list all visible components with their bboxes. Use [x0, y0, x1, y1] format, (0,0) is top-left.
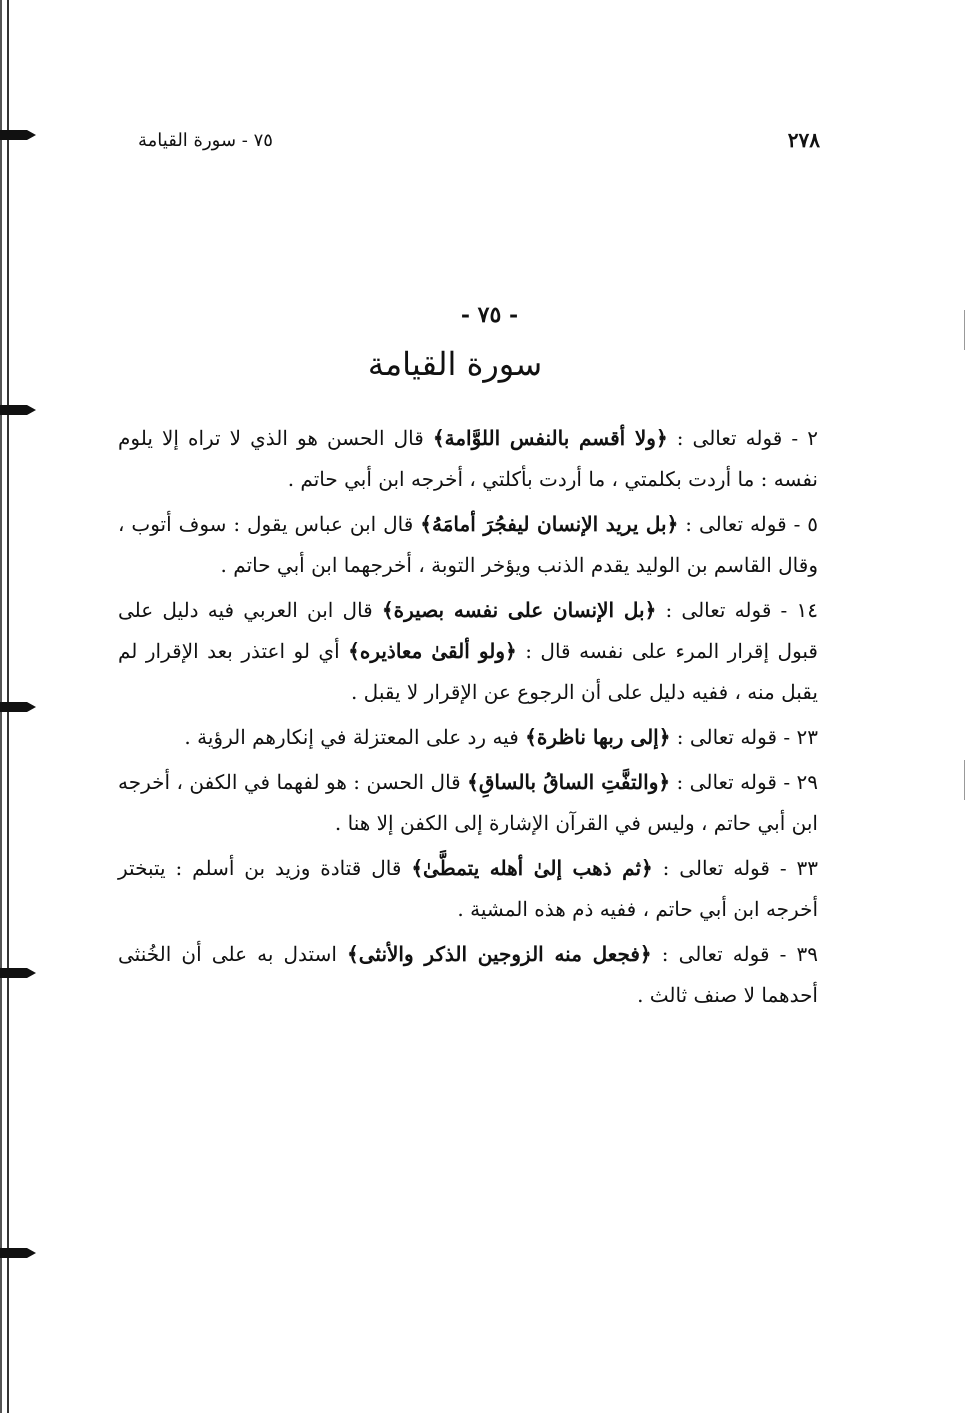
entry-text-2: أي لو اعتذر بعد الإقرار لم يقبل منه ، ففيه دليل على أن الرجوع عن الإقرار لا يقبل .: [118, 639, 818, 704]
scan-margin-mark: [0, 1248, 36, 1258]
entry-intro: ٣٩ - قوله تعالى :: [651, 942, 818, 966]
quran-quote: ﴿ولا أقسم بالنفس اللوَّامة﴾: [432, 426, 668, 450]
entry-text: فيه رد على المعتزلة في إنكارهم الرؤية .: [184, 725, 526, 749]
entry-verse-29: [118, 762, 818, 844]
entry-verse-33: [118, 848, 818, 930]
chapter-title: سورة القيامة: [367, 345, 543, 383]
entry-intro: ٥ - قوله تعالى :: [678, 512, 819, 536]
entry-intro: ٢ - قوله تعالى :: [667, 426, 818, 450]
entry-text: قال الحسن هو الذي لا تراه إلا يلوم نفسه : ما أردت بكلمتي ، ما أردت بأكلتي ، أخرجه ابن أبي حاتم .: [118, 426, 818, 491]
entry-verse-14: [118, 590, 818, 713]
scan-margin-mark: [0, 130, 36, 140]
quran-quote: ﴿والتفَّتِ الساقُ بالساقِ﴾: [467, 770, 671, 794]
scan-margin-mark: [0, 968, 36, 978]
quran-quote: ﴿بل الإنسان على نفسه بصيرة﴾: [381, 598, 657, 622]
scan-margin-mark: [0, 702, 36, 712]
quran-quote: ﴿فجعل منه الزوجين الذكر والأنثى﴾: [347, 942, 652, 966]
page-number: ٢٧٨: [787, 128, 820, 152]
quran-quote: ﴿بل يريد الإنسان ليفجُرَ أمامَهُ﴾: [420, 512, 679, 536]
entry-verse-2: [118, 418, 818, 500]
entry-intro: ٢٣ - قوله تعالى :: [670, 725, 818, 749]
entry-intro: ١٤ - قوله تعالى :: [656, 598, 818, 622]
scan-margin-mark: [0, 405, 36, 415]
entry-text: قال الحسن : هو لفهما في الكفن ، أخرجه ابن أبي حاتم ، وليس في القرآن الإشارة إلى الكفن إلا هنا .: [118, 770, 818, 835]
entry-text: قال قتادة وزيد بن أسلم : يتبختر أخرجه ابن أبي حاتم ، ففيه ذم هذه المشية .: [118, 856, 818, 921]
entry-verse-23: [118, 717, 818, 758]
quran-quote-2: ﴿ولو ألقىٰ معاذيره﴾: [348, 639, 517, 663]
quran-quote: ﴿إلى ربها ناظرة﴾: [525, 725, 671, 749]
body-text: [118, 418, 818, 1020]
entry-text: قال ابن العربي فيه دليل على قبول إقرار المرء على نفسه قال :: [118, 598, 818, 663]
entry-verse-5: [118, 504, 818, 586]
entry-verse-39: [118, 934, 818, 1016]
running-header: [130, 128, 820, 158]
entry-intro: ٢٩ - قوله تعالى :: [670, 770, 818, 794]
scan-margin-mark: [964, 760, 965, 800]
entry-text: قال ابن عباس يقول : سوف أتوب ، وقال القاسم بن الوليد يقدم الذنب ويؤخر التوبة ، أخرجهما ابن أبي حاتم .: [118, 512, 818, 577]
section-header: ٧٥ - سورة القيامة: [138, 130, 273, 151]
entry-intro: ٣٣ - قوله تعالى :: [652, 856, 818, 880]
entry-text: استدل به على أن الخُنثى أحدهما لا صنف ثالث .: [118, 942, 818, 1007]
quran-quote: ﴿ثم ذهب إلىٰ أهله يتمطَّىٰ﴾: [411, 856, 653, 880]
chapter-number: - ٧٥ -: [460, 302, 519, 328]
